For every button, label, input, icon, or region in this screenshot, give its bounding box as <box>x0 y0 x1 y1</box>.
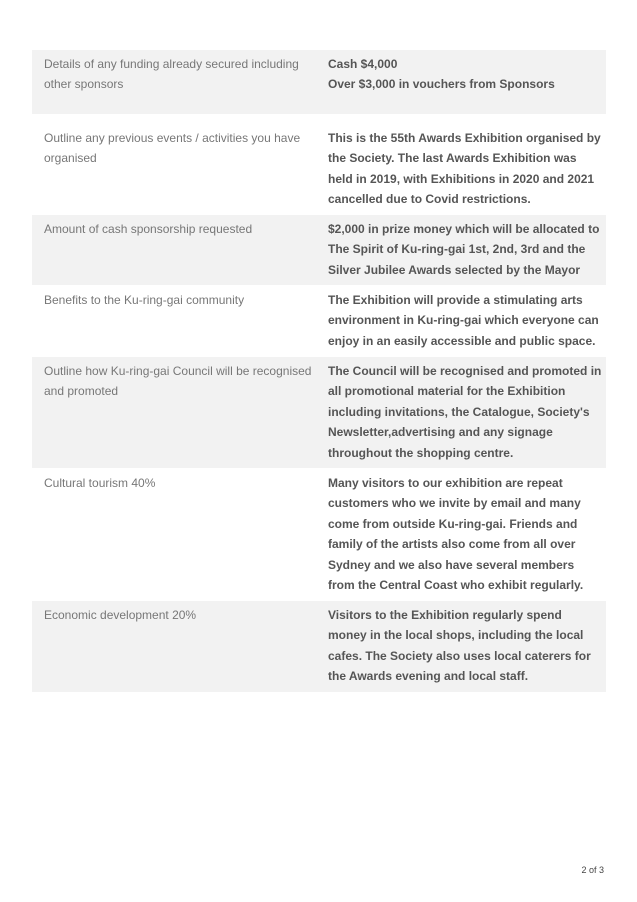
field-label: Benefits to the Ku-ring-gai community <box>44 293 245 307</box>
application-form-table <box>32 50 606 692</box>
field-label: Outline any previous events / activities you have organised <box>44 131 301 166</box>
field-value-line: Cash $4,000 <box>328 57 398 71</box>
field-label: Economic development 20% <box>44 608 197 622</box>
field-value: $2,000 in prize money which will be allocated to The Spirit of Ku-ring-gai 1st, 2nd, 3rd and the Silver Jubilee Awards selected by the Mayor <box>328 222 600 277</box>
field-value: Visitors to the Exhibition regularly spend money in the local shops, including the local cafes. The Society also uses local caterers for the Awards evening and local staff. <box>328 608 591 684</box>
table-row <box>32 357 606 468</box>
field-value: The Exhibition will provide a stimulating arts environment in Ku-ring-gai which everyone can enjoy in an easily accessible and public space. <box>328 293 599 348</box>
field-label: Cultural tourism 40% <box>44 476 156 490</box>
field-value <box>328 54 602 108</box>
field-label: Details of any funding already secured including other sponsors <box>44 57 299 92</box>
table-row <box>32 50 606 114</box>
table-row <box>32 215 606 285</box>
table-row <box>32 286 606 356</box>
field-value: The Council will be recognised and promoted in all promotional material for the Exhibition including invitations, the Catalogue, Society's Newsletter,advertising and any signage throughout the shopping centre. <box>328 364 602 460</box>
field-value: This is the 55th Awards Exhibition organised by the Society. The last Awards Exhibition was held in 2019, with Exhibitions in 2020 and 2021 cancelled due to Covid restrictions. <box>328 131 601 207</box>
page-number: 2 of 3 <box>581 865 604 875</box>
table-row <box>32 469 606 600</box>
field-label: Outline how Ku-ring-gai Council will be recognised and promoted <box>44 364 312 399</box>
field-value-line: Over $3,000 in vouchers from Sponsors <box>328 77 555 92</box>
field-value: Many visitors to our exhibition are repeat customers who we invite by email and many come from outside Ku-ring-gai. Friends and family of the artists also come from all over Sydney and we also have several members from the Central Coast who exhibit regularly. <box>328 476 584 593</box>
table-row <box>32 120 606 214</box>
table-row <box>32 601 606 692</box>
field-label: Amount of cash sponsorship requested <box>44 222 253 236</box>
